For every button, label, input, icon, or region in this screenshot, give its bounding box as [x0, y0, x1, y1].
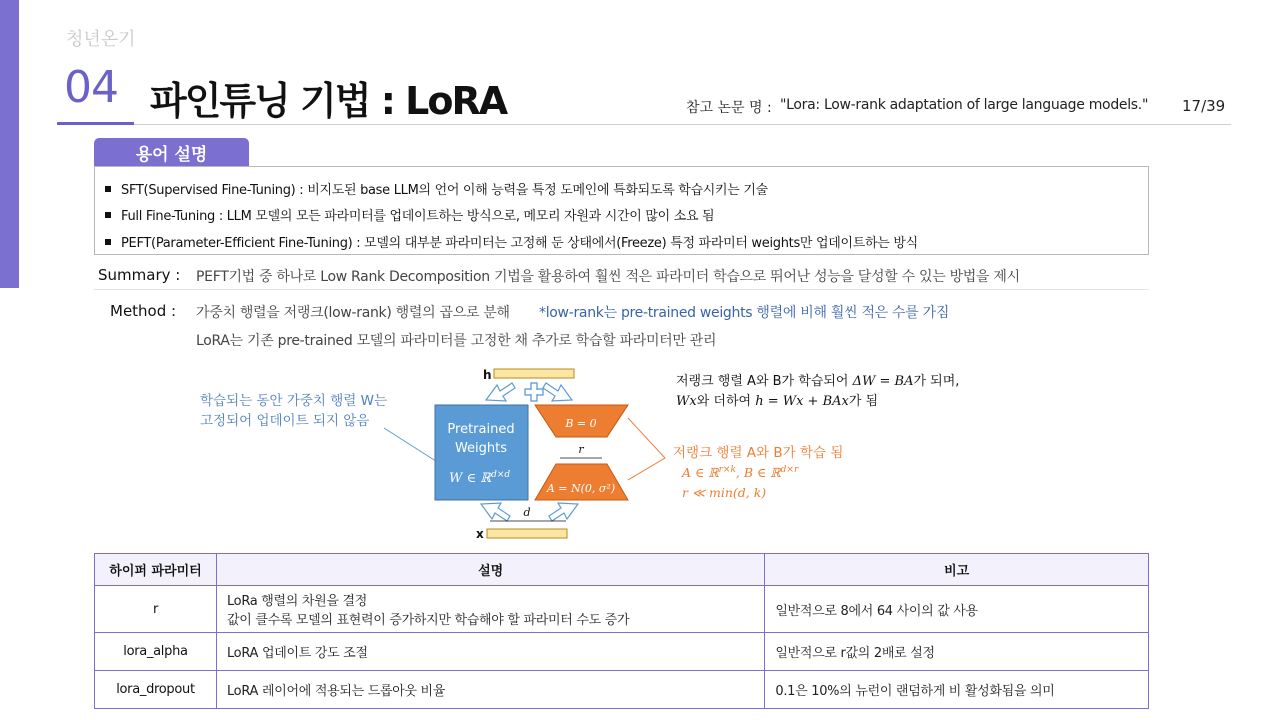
w-formula: W ∈ ℝ$^{d\times d}$: [449, 470, 511, 486]
brand-label: 청년온기: [66, 29, 136, 50]
page-title: 파인튜닝 기법 : LoRA: [150, 79, 507, 123]
table-row: [95, 633, 1149, 671]
note-cell: 일반적으로 r값의 2배로 설정: [765, 633, 1149, 671]
table-header-row: [95, 554, 1149, 586]
param-cell: r: [95, 586, 217, 633]
method-note: *low-rank는 pre-trained weights 행렬에 비해 훨씬 적은 수를 가짐: [539, 305, 950, 321]
desc-cell: LoRA 업데이트 강도 조절: [216, 633, 764, 671]
matrix-b-label: B = 0: [565, 417, 597, 430]
term-text: Full Fine-Tuning : LLM 모델의 모든 파라미터를 업데이트하는 방식으로, 메모리 자원과 시간이 많이 소요 됨: [121, 209, 715, 224]
arrow-down-left-icon: [481, 503, 510, 521]
reference-label: 참고 논문 명 :: [686, 100, 772, 116]
update-note-line-2: Wx와 더하여 h = Wx + BAx가 됨: [676, 394, 879, 409]
reference-paper: "Lora: Low-rank adaptation of large language models.": [780, 97, 1149, 113]
lowrank-note-line-2: A ∈ ℝ$^{r\times k}$, B ∈ ℝ$^{d\times r}$: [682, 465, 799, 480]
desc-line: 값이 클수록 모델의 표현력이 증가하지만 학습해야 할 파라미터 수도 증가: [226, 613, 630, 628]
param-cell: lora_alpha: [95, 633, 217, 671]
header-note: 비고: [765, 554, 1149, 586]
orange-connector: [628, 418, 665, 480]
arrow-down-right-icon: [549, 503, 578, 521]
method-line-2: LoRA는 기존 pre-trained 모델의 파라미터를 고정한 채 추가로 학습할 파라미터만 관리: [196, 333, 717, 349]
slide-number: 04: [64, 62, 118, 113]
term-text: PEFT(Parameter-Efficient Fine-Tuning) : 모델의 대부분 파라미터는 고정해 둔 상태에서(Freeze) 특정 파라미터 weights만 업데이트하는 방식: [121, 236, 918, 251]
method-label: Method :: [110, 302, 177, 320]
update-note-line-1: 저랭크 행렬 A와 B가 학습되어 ΔW = BA가 되며,: [676, 374, 960, 389]
desc-line: LoRa 행렬의 차원을 결정: [226, 594, 368, 609]
summary-label: Summary :: [98, 266, 181, 284]
x-input-bar: [487, 529, 567, 538]
x-label: x: [476, 527, 484, 541]
frozen-note-connector: [384, 428, 442, 465]
header-desc: 설명: [216, 554, 764, 586]
table-row: [95, 586, 1149, 633]
table-row: [95, 671, 1149, 709]
h-output-bar: [494, 369, 574, 378]
frozen-note-line-1: 학습되는 동안 가중치 행렬 W는: [200, 393, 388, 409]
dim-d-label: d: [523, 506, 531, 519]
arrow-up-left-icon: [486, 383, 515, 401]
desc-cell: [216, 586, 764, 633]
hyperparameter-table: [94, 553, 1149, 709]
page-counter: 17/39: [1182, 97, 1226, 115]
lowrank-note-line-3: r ≪ min(d, k): [682, 485, 767, 500]
term-text: SFT(Supervised Fine-Tuning) : 비지도된 base LLM의 언어 이해 능력을 특정 도메인에 특화되도록 학습시키는 기술: [121, 183, 768, 198]
rank-r-label: r: [578, 443, 584, 456]
h-label: h: [483, 368, 492, 382]
frozen-note-line-2: 고정되어 업데이트 되지 않음: [200, 413, 370, 429]
desc-cell: LoRA 레이어에 적용되는 드롭아웃 비율: [216, 671, 764, 709]
method-line-1: 가중치 행렬을 저랭크(low-rank) 행렬의 곱으로 분해: [196, 305, 510, 321]
arrow-up-right-icon: [543, 383, 572, 401]
pretrained-label-2: Weights: [454, 441, 508, 456]
matrix-a-label: A = N(0, σ²): [546, 482, 616, 495]
note-cell: 일반적으로 8에서 64 사이의 값 사용: [765, 586, 1149, 633]
pretrained-label-1: Pretrained: [447, 422, 515, 437]
plus-icon: [525, 383, 543, 401]
header-param: 하이퍼 파라미터: [95, 554, 217, 586]
summary-text: PEFT기법 중 하나로 Low Rank Decomposition 기법을 활용하여 훨씬 적은 파라미터 학습으로 뛰어난 성능을 달성할 수 있는 방법을 제시: [196, 269, 1020, 285]
terms-heading: 용어 설명: [94, 138, 249, 166]
param-cell: lora_dropout: [95, 671, 217, 709]
note-cell: 0.1은 10%의 뉴런이 랜덤하게 비 활성화됨을 의미: [765, 671, 1149, 709]
lowrank-note-line-1: 저랭크 행렬 A와 B가 학습 됨: [673, 445, 844, 461]
